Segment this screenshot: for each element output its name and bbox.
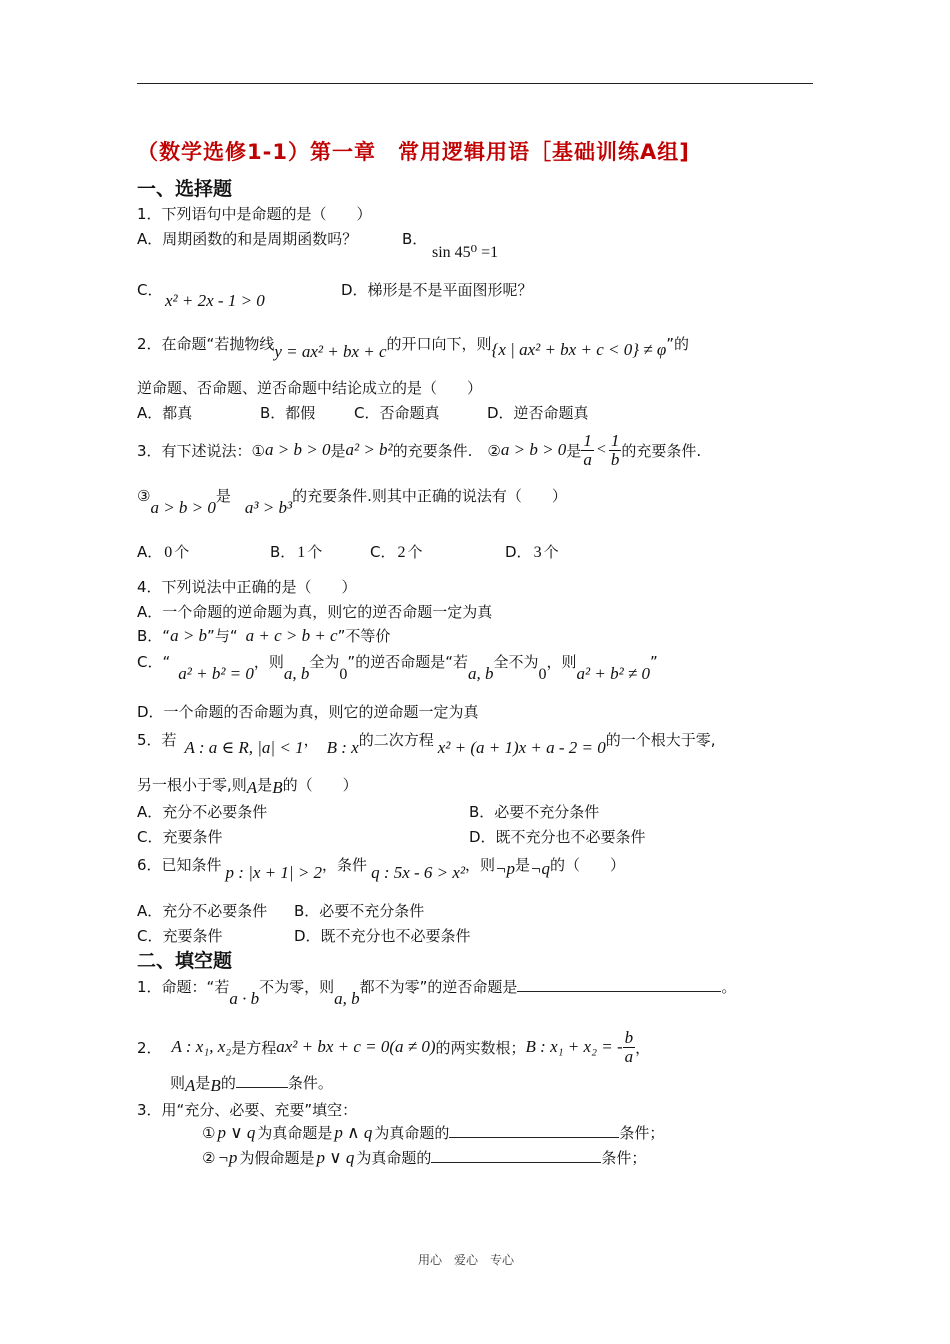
f2-t1: 是方程 (231, 1038, 277, 1057)
f1-math-a-b: a, b (334, 989, 360, 1008)
f2-math-equation: ax² + bx + c = 0(a ≠ 0) (276, 1037, 436, 1056)
f2-t2: 的两实数根； (435, 1038, 526, 1057)
f3-l2-pre: ② (202, 1149, 216, 1167)
q1-option-a: A．周期函数的和是周期函数吗？ (137, 230, 358, 248)
q5-option-a: A．充分不必要条件 (137, 803, 268, 821)
q6-line1 (137, 854, 626, 882)
q4-b-math-1: a > b (170, 626, 208, 645)
f3-l2-math-1: ¬p (217, 1148, 238, 1167)
q3-line1 (137, 428, 701, 472)
q3-opt-c-unit: 个 (407, 543, 423, 561)
q2-post: ”的 (666, 335, 690, 353)
q2-option-a: A．都真 (137, 404, 193, 422)
f2-math-B: B : x₁ + x₂ = - (525, 1037, 623, 1056)
q4-c-math-5: 0 (538, 666, 547, 683)
q2-pre: 2．在命题“若抛物线 (137, 335, 275, 353)
page-title: （数学选修1-1）第一章 常用逻辑用语［基础训练A组] (137, 140, 690, 164)
f2-l2-mid: 是 (195, 1074, 211, 1092)
q4-c-t2: 全为 (309, 653, 340, 671)
q3-math-2: a² > b² (345, 440, 393, 459)
f3-l1-math-2: p ∧ q (334, 1123, 373, 1142)
f2-t3: ， (635, 1038, 651, 1057)
f2-line2 (170, 1072, 333, 1093)
q2-option-b: B．都假 (260, 404, 316, 422)
f3-l1-t1: 为真命题是 (257, 1124, 333, 1142)
q3-frac1-num: 1 (583, 430, 592, 450)
q1-option-c-label: C． (137, 281, 163, 299)
q3-t1: 是 (330, 441, 346, 460)
q5-l2-pre: 另一根小于零,则 (137, 776, 247, 794)
q5-option-b: B．必要不充分条件 (469, 803, 600, 821)
q4-option-d: D．一个命题的否命题为真，则它的逆命题一定为真 (137, 703, 479, 721)
q3-math-3: a > b > 0 (500, 440, 567, 459)
q5-l2-A: A (246, 778, 258, 797)
f2-l2-A: A (185, 1076, 196, 1095)
q3-opt-b-num: 1 (297, 544, 306, 561)
q3-option-a (137, 541, 189, 562)
q3-pre: 3．有下述说法：① (137, 441, 265, 460)
q4-c-t1: ，则 (253, 653, 284, 671)
q5-math-A: A : a ∈ R, |a| < 1 (184, 738, 304, 757)
f3-l2-t2: 为真命题的 (356, 1149, 432, 1167)
q3-option-c (370, 541, 423, 562)
q3-line2 (137, 485, 567, 517)
q4-option-c (137, 651, 658, 683)
q3-less-than: < (596, 441, 606, 458)
f3-l2-post: 条件； (601, 1149, 647, 1167)
q4-option-b (137, 625, 390, 646)
f3-l2-math-2: p ∨ q (316, 1148, 355, 1167)
q6-option-c: C．充要条件 (137, 927, 223, 945)
f2-l2-t: 的 (220, 1074, 236, 1092)
q1-option-b-label: B． (402, 230, 428, 248)
q4-c-math-1: a² + b² = 0 (178, 664, 254, 683)
q4-c-t6: ” (650, 653, 658, 671)
q1-option-b-math: sin 45⁰ =1 (432, 244, 499, 261)
f3-l2-t1: 为假命题是 (239, 1149, 315, 1167)
q3-t6: 的充要条件.则其中正确的说法有（ ） (292, 487, 567, 505)
q6-math-not-p: ¬p (495, 859, 516, 878)
q6-math-q: q : 5x - 6 > x² (371, 863, 466, 882)
f1-t2: 都不为零”的逆否命题是 (359, 978, 518, 996)
f3-l1-math-1: p ∨ q (217, 1123, 256, 1142)
f2-line1 (137, 1025, 650, 1069)
q3-opt-d-label: D． (505, 543, 532, 561)
q4-c-math-6: a² + b² ≠ 0 (576, 664, 650, 683)
q2-option-d: D．逆否命题真 (487, 404, 589, 422)
q3-t4: 的充要条件. (621, 441, 702, 460)
f3-l1-pre: ① (202, 1124, 216, 1142)
f1-answer-blank[interactable] (517, 977, 721, 992)
f2-l2-post: 条件。 (287, 1074, 333, 1092)
f3-line1 (202, 1122, 664, 1143)
f3-l1-post: 条件； (619, 1124, 665, 1142)
f1-line (137, 976, 737, 1008)
q1-option-c-math: x² + 2x - 1 > 0 (165, 291, 265, 310)
q6-option-b: B．必要不充分条件 (294, 902, 425, 920)
q5-option-c: C．充要条件 (137, 828, 223, 846)
f3-blank-1[interactable] (449, 1123, 619, 1138)
q5-math-B: B : x (326, 738, 359, 757)
q3-fraction-1-over-a (581, 432, 594, 469)
q6-t1: ，条件 (322, 856, 368, 874)
f3-blank-2[interactable] (431, 1148, 601, 1163)
q1-stem: 1．下列语句中是命题的是（ ） (137, 205, 372, 223)
f2-l2-B: B (210, 1076, 221, 1095)
q4-b-mid: ”与“ (207, 627, 238, 645)
q6-math-not-q: ¬q (530, 859, 551, 878)
q5-t2: 的二次方程 (358, 731, 434, 749)
q3-t2: 的充要条件. ② (392, 441, 501, 460)
q4-b-pre: B．“ (137, 627, 171, 645)
q4-c-t4: 全不为 (493, 653, 539, 671)
q2-mid: 的开口向下，则 (386, 335, 492, 353)
q3-opt-b-label: B． (270, 543, 296, 561)
q3-option-d (505, 541, 559, 562)
q3-t5: 是 (215, 487, 231, 505)
q3-frac2-num: 1 (610, 430, 620, 450)
q3-opt-d-num: 3 (533, 544, 542, 561)
q4-c-t5: ，则 (546, 653, 577, 671)
q3-math-5: a³ > b³ (244, 498, 293, 517)
q6-option-a: A．充分不必要条件 (137, 902, 268, 920)
q3-opt-b-unit: 个 (307, 543, 323, 561)
q5-t1: ， (303, 731, 319, 749)
q4-c-math-4: a, b (467, 664, 494, 683)
q2-math-parabola: y = ax² + bx + c (274, 342, 387, 361)
q6-t2: ，则 (465, 856, 496, 874)
q3-frac1-den: a (583, 449, 592, 469)
q2-option-c: C．否命题真 (354, 404, 440, 422)
q6-t3: 是 (515, 856, 531, 874)
q3-opt-a-num: 0 (164, 544, 173, 561)
q3-math-4: a > b > 0 (150, 498, 216, 517)
q6-option-d: D．既不充分也不必要条件 (294, 927, 471, 945)
f2-math-A: A : x₁, x₂ (171, 1037, 232, 1056)
f2-pre: 2． (137, 1038, 162, 1057)
q6-pre: 6．已知条件 (137, 856, 222, 874)
f2-l2-pre: 则 (170, 1074, 186, 1092)
q4-b-math-2: a + c > b + c (245, 626, 338, 645)
q4-stem: 4．下列说法中正确的是（ ） (137, 578, 357, 596)
q3-opt-c-num: 2 (397, 544, 406, 561)
q5-pre: 5．若 (137, 731, 177, 749)
q5-l2-mid: 是 (257, 776, 273, 794)
q6-math-p: p : |x + 1| > 2 (225, 863, 323, 882)
header-rule (137, 83, 813, 84)
q2-line2: 逆命题、否命题、逆否命题中结论成立的是（ ） (137, 379, 483, 397)
section-heading-choice: 一、选择题 (137, 178, 233, 200)
q3-math-1: a > b > 0 (265, 440, 331, 459)
q3-opt-a-unit: 个 (174, 543, 190, 561)
q3-opt-c-label: C． (370, 543, 396, 561)
f1-math-ab: a · b (229, 989, 260, 1008)
q1-option-d: D．梯形是不是平面图形呢？ (341, 281, 533, 299)
q5-math-equation: x² + (a + 1)x + a - 2 = 0 (437, 738, 606, 757)
q3-circle-3: ③ (137, 487, 151, 505)
q4-c-t3: ”的逆否命题是“若 (347, 653, 468, 671)
f3-line2 (202, 1147, 646, 1168)
q4-c-pre: C．“ (137, 653, 171, 671)
q5-line2 (137, 774, 358, 795)
f1-pre: 1．命题：“若 (137, 978, 230, 996)
f2-frac-num: b (624, 1027, 634, 1047)
q5-t3: 的一个根大于零, (605, 731, 716, 749)
f1-t1: 不为零，则 (259, 978, 335, 996)
q3-option-b (270, 541, 322, 562)
f1-end: 。 (721, 978, 737, 996)
q5-option-d: D．既不充分也不必要条件 (469, 828, 646, 846)
q2-math-set: {x | ax² + bx + c < 0} ≠ φ (491, 340, 667, 359)
q6-t4: 的（ ） (550, 856, 626, 874)
q4-option-a: A．一个命题的逆命题为真，则它的逆否命题一定为真 (137, 603, 493, 621)
q3-t3: 是 (566, 441, 582, 460)
q3-fraction-1-over-b (609, 432, 622, 469)
f2-fraction-b-over-a (623, 1029, 636, 1066)
q3-frac2-den: b (610, 449, 620, 469)
f2-answer-blank[interactable] (236, 1073, 288, 1088)
f2-frac-den: a (624, 1046, 634, 1066)
q4-c-math-3: 0 (339, 666, 348, 683)
f3-l1-t2: 为真命题的 (374, 1124, 450, 1142)
q2-line1 (137, 333, 690, 361)
q3-opt-d-unit: 个 (543, 543, 559, 561)
q5-l2-B: B (272, 778, 283, 797)
q4-c-math-2: a, b (283, 664, 310, 683)
page-footer: 用心 爱心 专心 (418, 1253, 515, 1267)
q5-line1 (137, 729, 716, 757)
section-heading-fill: 二、填空题 (137, 950, 233, 972)
q4-b-post: ”不等价 (337, 627, 391, 645)
q3-opt-a-label: A． (137, 543, 163, 561)
f3-stem: 3．用“充分、必要、充要”填空： (137, 1101, 358, 1119)
q5-l2-post: 的（ ） (282, 776, 358, 794)
